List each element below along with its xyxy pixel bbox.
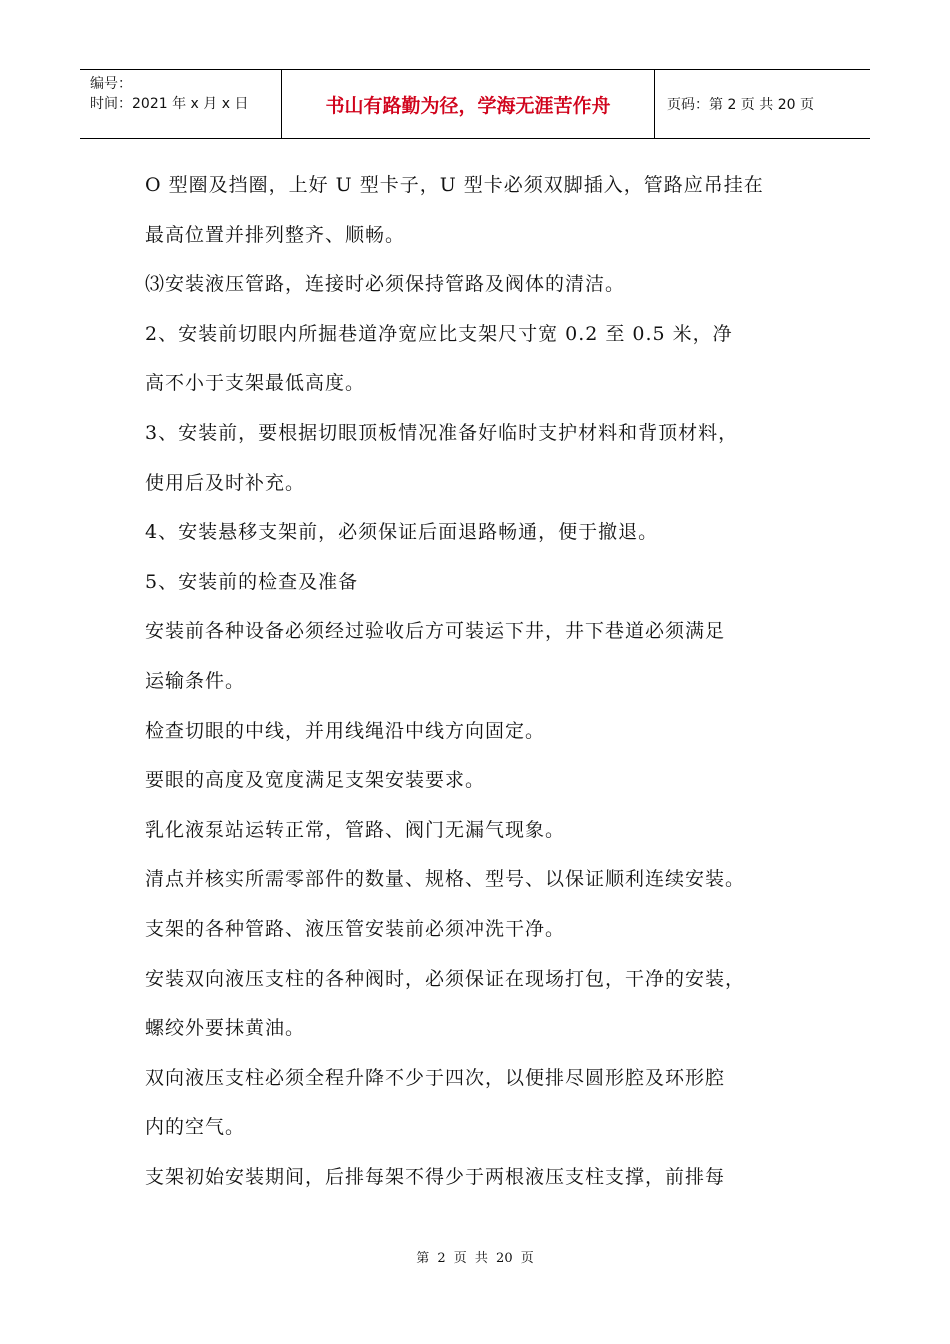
body-line: 螺绞外要抹黄油。 bbox=[145, 1017, 306, 1040]
body-line: ⑶安装液压管路，连接时必须保持管路及阀体的清洁。 bbox=[145, 273, 626, 296]
body-line: 安装前各种设备必须经过验收后方可装运下井，井下巷道必须满足 bbox=[145, 620, 726, 643]
body-line: 乳化液泵站运转正常，管路、阀门无漏气现象。 bbox=[145, 818, 566, 841]
document-header bbox=[80, 69, 870, 139]
header-motto: 书山有路勤为径，学海无涯苦作舟 bbox=[282, 70, 655, 138]
header-meta bbox=[80, 70, 282, 138]
page-footer: 第 2 页 共 20 页 bbox=[416, 1251, 534, 1266]
body-line: 使用后及时补充。 bbox=[145, 471, 306, 494]
header-page-info: 页码：第 2 页 共 20 页 bbox=[667, 97, 814, 113]
document-body bbox=[145, 164, 825, 1205]
body-line: 要眼的高度及宽度满足支架安装要求。 bbox=[145, 769, 486, 792]
body-line: 清点并核实所需零部件的数量、规格、型号、以保证顺利连续安装。 bbox=[145, 868, 746, 891]
body-line: 支架初始安装期间，后排每架不得少于两根液压支柱支撑，前排每 bbox=[145, 1165, 726, 1188]
body-line: 5、安装前的检查及准备 bbox=[145, 570, 359, 593]
body-line: 支架的各种管路、液压管安装前必须冲洗干净。 bbox=[145, 917, 566, 940]
document-number-label: 编号： bbox=[90, 76, 132, 92]
body-line: 内的空气。 bbox=[145, 1116, 246, 1139]
document-date-label: 时间：2021 年 x 月 x 日 bbox=[90, 96, 249, 112]
body-line: 检查切眼的中线，并用线绳沿中线方向固定。 bbox=[145, 719, 546, 742]
body-line: 双向液压支柱必须全程升降不少于四次，以便排尽圆形腔及环形腔 bbox=[145, 1066, 726, 1089]
body-line: 4、安装悬移支架前，必须保证后面退路畅通，便于撤退。 bbox=[145, 521, 659, 544]
body-line: O 型圈及挡圈，上好 U 型卡子，U 型卡必须双脚插入，管路应吊挂在 bbox=[145, 174, 764, 196]
body-line: 3、安装前，要根据切眼顶板情况准备好临时支护材料和背顶材料， bbox=[145, 421, 739, 444]
body-line: 最高位置并排列整齐、顺畅。 bbox=[145, 223, 406, 246]
body-line: 2、安装前切眼内所掘巷道净宽应比支架尺寸宽 0.2 至 0.5 米，净 bbox=[145, 322, 733, 345]
body-line: 高不小于支架最低高度。 bbox=[145, 372, 366, 395]
body-line: 安装双向液压支柱的各种阀时，必须保证在现场打包，干净的安装， bbox=[145, 967, 746, 990]
body-line: 运输条件。 bbox=[145, 669, 246, 692]
